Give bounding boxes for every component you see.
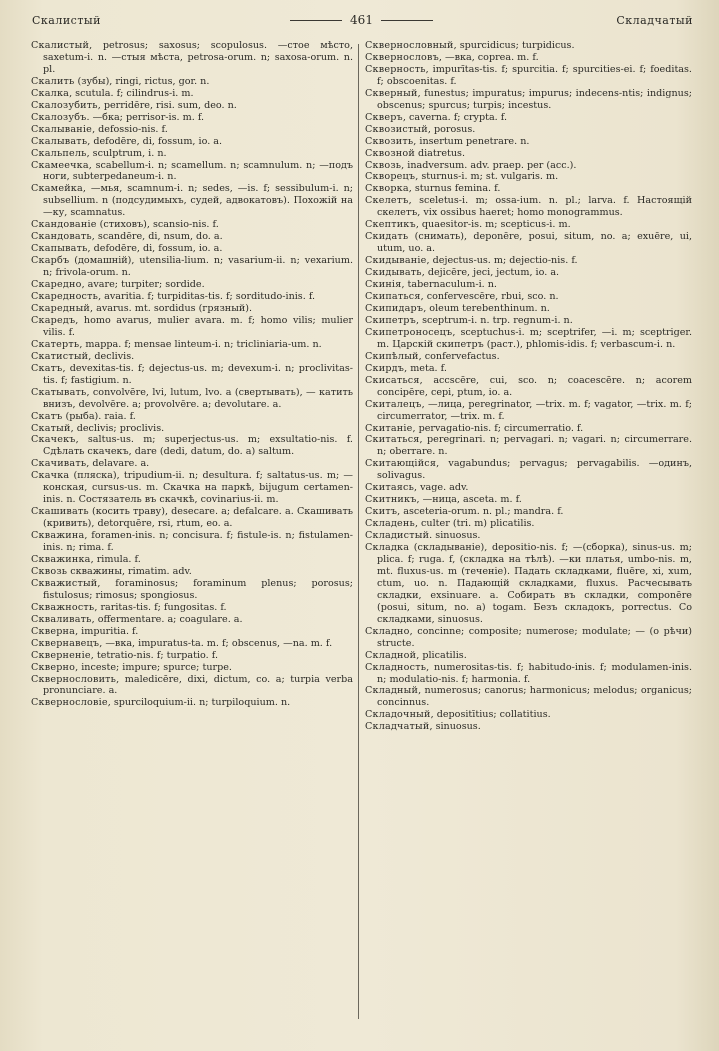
entry-headword: Скидываніе: [365, 255, 427, 267]
entry-definition: , foramen-inis. n; concisura. f; fistule-is. n; fistulamen-inis. n; rima. f.: [43, 530, 353, 554]
entry-headword: Скверъ: [365, 111, 403, 123]
dictionary-entry: [31, 243, 353, 255]
dictionary-entry: [31, 136, 353, 148]
entry-definition: скважины, rimatim. adv.: [67, 565, 192, 577]
dictionary-entry: [365, 267, 692, 279]
entry-headword: Скамеечка: [31, 159, 89, 171]
dictionary-entry: [31, 470, 353, 506]
dictionary-entry: [365, 40, 692, 52]
entry-definition: , vage. adv.: [414, 482, 469, 494]
column-divider: [358, 44, 359, 1019]
entry-definition: , scandēre, di, nsum, do. a.: [91, 231, 223, 243]
entry-definition: , insertum penetrare. n.: [413, 135, 530, 147]
entry-definition: , convolvēre, lvi, lutum, lvo. a (свертывать), — катить внизъ, devolvēre. a; provolvēre. a; devolutare. a.: [43, 386, 353, 410]
entry-definition: , oleum terebenthinum. n.: [423, 302, 550, 314]
right-column: [365, 40, 692, 733]
entry-headword: Скальпель: [31, 147, 87, 159]
dictionary-entry: [365, 530, 692, 542]
entry-headword: Скважистый: [31, 577, 98, 589]
entry-headword: Скипѣлый: [365, 350, 419, 362]
entry-headword: Скатерть: [31, 338, 80, 350]
dictionary-entry: [365, 171, 692, 183]
entry-definition: , numerosus; canorus; harmonicus; melodus; organicus; concinnus.: [377, 685, 692, 709]
entry-definition: , mappa. f; mensae linteum-i. n; tricliniaria-um. n.: [79, 338, 322, 350]
dictionary-entry: [31, 662, 353, 674]
dictionary-entry: [31, 614, 353, 626]
dictionary-entry: [31, 638, 353, 650]
entry-headword: Скатъ: [31, 410, 63, 422]
entry-definition: , raritas-tis. f; fungositas. f.: [94, 601, 227, 613]
entry-definition: diatretus.: [414, 147, 466, 159]
dictionary-entry: [365, 434, 692, 458]
entry-headword: Скептикъ: [365, 219, 416, 231]
entry-headword: Скачка: [31, 470, 70, 482]
entry-headword: Скалывать: [31, 135, 88, 147]
entry-definition: (домашній), utensilia-lium. n; vasarium-ii. n; vexarium. n; frivola-orum. n.: [43, 255, 353, 279]
dictionary-entry: [31, 650, 353, 662]
entry-definition: , perridēre, risi. sum, deo. n.: [97, 99, 237, 111]
entry-headword: Скидывать: [365, 267, 422, 279]
dictionary-entry: [31, 554, 353, 566]
page-number-block: [30, 13, 693, 27]
entry-headword: Скалка: [31, 87, 70, 99]
dictionary-entry: [31, 160, 353, 184]
entry-definition: , rimula. f.: [90, 553, 141, 565]
entry-headword: Скандованіе: [31, 219, 97, 231]
entry-headword: Скитаніе: [365, 422, 413, 434]
dictionary-entry: [31, 124, 353, 136]
entry-headword: Скидать: [365, 231, 409, 243]
entry-definition: , sceletus-i. m; ossa-ium. n. pl.; larva. f. Настоящій скелетъ, vix ossibus haeret; homo monogrammus.: [377, 195, 692, 219]
entry-headword: Сквернословить: [31, 673, 117, 685]
dictionary-entry: [31, 40, 353, 76]
dictionary-entry: [31, 363, 353, 387]
entry-definition: , petrosus; saxosus; scopulosus. —стое мѣсто, saxetum-i. n. —стыя мѣста, petrosa-orum. n; saxosa-orum. n. pl.: [43, 40, 353, 75]
entry-definition: , asceteria-orum. n. pl.; mandra. f.: [397, 506, 564, 518]
entry-headword: Скверна: [31, 625, 76, 637]
entry-definition: , culter (tri. m) plicatilis.: [414, 518, 535, 530]
dictionary-entry: [365, 399, 692, 423]
dictionary-entry: [31, 626, 353, 638]
entry-headword: Сквозить: [365, 135, 414, 147]
entry-headword: Скарбъ: [31, 255, 70, 267]
entry-headword: Сквозь: [31, 565, 68, 577]
entry-definition: , sturnus femina. f.: [408, 183, 501, 195]
dictionary-entry: [31, 674, 353, 698]
dictionary-entry: [365, 255, 692, 267]
entry-headword: Скипаться: [365, 291, 421, 303]
entry-headword: Скаредъ: [31, 314, 76, 326]
entry-headword: Скипетроносецъ: [365, 326, 453, 338]
entry-headword: Сквернословіе: [31, 697, 108, 709]
dictionary-entry: [31, 231, 353, 243]
entry-headword: Складный: [365, 685, 419, 697]
entry-definition: , avare; turpiter; sordide.: [81, 279, 205, 291]
dictionary-entry: [365, 112, 692, 124]
entry-headword: Сквернавецъ: [31, 637, 100, 649]
entry-definition: (пляска), tripudium-ii. n; desultura. f; saltatus-us. m; — конская, cursus-us. m. Скачка на паркѣ, bijugum certamen-inis. n. Состязатель въ скачкѣ, covinarius-ii. m.: [43, 470, 353, 506]
entry-headword: Сквернословный: [365, 40, 454, 51]
left-column: [31, 40, 353, 709]
dictionary-entry: [365, 423, 692, 435]
entry-definition: , peregrinari. n; pervagari. n; vagari. n; circumerrare. n; oberrare. n.: [377, 434, 692, 458]
dictionary-entry: [31, 387, 353, 411]
entry-definition: , defodēre, di, fossum, io. a.: [87, 243, 223, 255]
dictionary-entry: [31, 219, 353, 231]
entry-definition: , impuritia. f.: [75, 625, 139, 637]
entry-definition: . sinuosus.: [429, 530, 481, 542]
dictionary-entry: [365, 183, 692, 195]
entry-headword: Складочный: [365, 709, 431, 721]
header-rule-left: [290, 20, 342, 21]
entry-headword: Складистый: [365, 530, 430, 542]
entry-definition: , inceste; impure; spurce; turpe.: [75, 661, 232, 673]
entry-definition: , sculptrum, i. n.: [86, 147, 167, 159]
entry-headword: Скандовать: [31, 231, 92, 243]
dictionary-entry: [365, 303, 692, 315]
entry-definition: , quaesitor-is. m; scepticus-i. m.: [415, 219, 571, 231]
entry-headword: Сквозь: [365, 159, 402, 171]
dictionary-entry: [365, 351, 692, 363]
entry-definition: , devexitas-tis. f; dejectus-us. m; devexum-i. n; proclivitas-tis. f; fastigium. n.: [43, 362, 353, 386]
dictionary-entry: [365, 662, 692, 686]
entry-headword: Складка: [365, 542, 410, 554]
entry-definition: , spurciloquium-ii. n; turpiloquium. n.: [107, 697, 291, 709]
entry-definition: , saltus-us. m; superjectus-us. m; exsultatio-nis. f. Сдѣлать скачекъ, dare (dedi, datum, do. a) saltum.: [43, 434, 353, 458]
dictionary-entry: [365, 160, 692, 172]
entry-definition: (косить траву), desecare. a; defalcare. a. Скашивать (кривить), detorquēre, rsi, rtum, eo. a.: [43, 506, 353, 530]
dictionary-entry: [365, 88, 692, 112]
entry-definition: , —ница, asceta. m. f.: [416, 494, 522, 506]
entry-definition: , dejectus-us. m; dejectio-nis. f.: [426, 255, 578, 267]
dictionary-entry: [365, 494, 692, 506]
dictionary-entry: [365, 626, 692, 650]
entry-headword: Скверный: [365, 87, 418, 99]
entry-headword: Скатистый: [31, 350, 89, 362]
dictionary-entry: [31, 434, 353, 458]
entry-headword: Скалываніе: [31, 123, 93, 135]
entry-definition: , —мья, scamnum-i. n; sedes, —is. f; sessibulum-i. n; subsellium. n (подсудимыхъ, судей, адвокатовъ). Похожій на —ку, scamnatus.: [43, 183, 353, 219]
dictionary-entry: [365, 542, 692, 626]
dictionary-entry: [365, 231, 692, 255]
entry-headword: Скворка: [365, 183, 409, 195]
entry-headword: Скверненіе: [31, 649, 91, 661]
dictionary-entry: [31, 303, 353, 315]
dictionary-entry: [31, 566, 353, 578]
dictionary-entry: [365, 195, 692, 219]
dictionary-entry: [365, 219, 692, 231]
dictionary-entry: [31, 76, 353, 88]
entry-definition: , impurītas-tis. f; spurcitia. f; spurcities-ei. f; foeditas. f; obscoenitas. f.: [377, 63, 692, 87]
dictionary-entry: [365, 52, 692, 64]
dictionary-entry: [365, 327, 692, 351]
header-left-catchword: Скалистый: [32, 14, 102, 27]
dictionary-entry: [365, 650, 692, 662]
entry-headword: Складчатый: [365, 721, 430, 733]
dictionary-entry: [31, 100, 353, 112]
entry-headword: Складень: [365, 518, 415, 530]
entry-definition: , scabellum-i. n; scamellum. n; scamnulum. n; —подъ ноги, subterpedaneum-i. n.: [43, 159, 353, 183]
entry-definition: , accscēre, cui, sco. n; coacescēre. n; acorem concipēre, cepi, ptum, io. a.: [377, 374, 692, 398]
entry-headword: Скаредный: [31, 302, 91, 314]
dictionary-entry: [365, 721, 692, 733]
entry-definition: , scutula. f; cilindrus-i. m.: [69, 87, 194, 99]
dictionary-entry: [365, 363, 692, 375]
entry-definition: , caverna. f; crypta. f.: [402, 111, 508, 123]
dictionary-entry: [365, 124, 692, 136]
entry-definition: , pervagatio-nis. f; circumerratio. f.: [412, 422, 584, 434]
entry-definition: , sinuosus.: [429, 721, 481, 733]
entry-headword: Скитающійся: [365, 458, 437, 470]
entry-definition: , —вка, coprea. m. f.: [438, 51, 539, 63]
entry-definition: , inadversum. adv. praep. per (acc.).: [401, 159, 577, 171]
entry-definition: , defossio-nis. f.: [92, 123, 168, 135]
entry-definition: , avarus. mt. sordidus (грязный).: [90, 302, 253, 314]
dictionary-entry: [365, 458, 692, 482]
page-number: 461: [350, 13, 373, 27]
entry-headword: Скворецъ: [365, 171, 416, 183]
dictionary-entry: [31, 458, 353, 470]
entry-definition: , declivis.: [88, 350, 135, 362]
dictionary-entry: [31, 506, 353, 530]
entry-headword: Скисаться: [365, 374, 420, 386]
entry-definition: (зубы), ringi, rictus, gor. n.: [74, 75, 210, 87]
entry-headword: Сквернословъ: [365, 51, 439, 63]
entry-definition: , numerositas-tis. f; habitudo-inis. f; modulamen-inis. n; modulatio-nis. f; harmonia. f.: [377, 661, 692, 685]
dictionary-entry: [31, 578, 353, 602]
dictionary-entry: [365, 375, 692, 399]
entry-headword: Скалозубить: [31, 99, 98, 111]
entry-definition: , spurcidicus; turpidicus.: [453, 40, 575, 51]
entry-definition: , porosus.: [427, 123, 476, 135]
dictionary-entry: [365, 136, 692, 148]
entry-headword: Скважность: [31, 601, 95, 613]
dictionary-entry: [365, 291, 692, 303]
entry-headword: Скитникъ: [365, 494, 417, 506]
entry-definition: . —бка; perrisor-is. m. f.: [86, 111, 205, 123]
entry-definition: , confervefactus.: [418, 350, 500, 362]
entry-headword: Скипидаръ: [365, 302, 424, 314]
dictionary-entry: [365, 64, 692, 88]
entry-headword: Скашивать: [31, 506, 89, 518]
entry-headword: Скитаться: [365, 434, 420, 446]
dictionary-entry: [365, 148, 692, 160]
dictionary-entry: [31, 255, 353, 279]
entry-headword: Скалозубъ: [31, 111, 87, 123]
entry-definition: , funestus; impuratus; impurus; indecens-ntis; indignus; obscenus; spurcus; turpis; incestus.: [377, 87, 692, 111]
dictionary-entry: [31, 697, 353, 709]
entry-headword: Скирдъ: [365, 362, 405, 374]
entry-headword: Скитъ: [365, 506, 398, 518]
entry-headword: Скелетъ: [365, 195, 409, 207]
dictionary-entry: [31, 530, 353, 554]
entry-headword: Скаредность: [31, 291, 99, 303]
entry-headword: Сквозистый: [365, 123, 428, 135]
entry-definition: , tetratio-nis. f; turpatio. f.: [90, 649, 218, 661]
entry-definition: , depositītius; collatitius.: [430, 709, 551, 721]
dictionary-entry: [31, 602, 353, 614]
entry-headword: Скверно: [31, 661, 76, 673]
entry-definition: , vagabundus; pervagus; pervagabilis. —одинъ, solivagus.: [377, 458, 692, 482]
entry-definition: (рыба). raia. f.: [62, 410, 136, 422]
entry-headword: Скинія: [365, 279, 402, 291]
entry-headword: Скитаясь: [365, 482, 415, 494]
entry-definition: , sceptuchus-i. m; sceptrifer, —i. m; sceptriger. m. Царскій скипетръ (раст.), phlomis-idis. f; verbascum-i. n.: [377, 326, 692, 350]
dictionary-entry: [31, 112, 353, 124]
entry-headword: Скатъ: [31, 362, 63, 374]
entry-definition: , tabernaculum-i. n.: [401, 279, 497, 291]
dictionary-entry: [31, 88, 353, 100]
entry-headword: Сквозной: [365, 147, 415, 159]
entry-headword: Складность: [365, 661, 427, 673]
dictionary-entry: [365, 506, 692, 518]
entry-definition: , defodēre, di, fossum, io. a.: [87, 135, 223, 147]
dictionary-entry: [365, 518, 692, 530]
dictionary-entry: [365, 685, 692, 709]
entry-definition: (стиховъ), scansio-nis. f.: [96, 219, 219, 231]
entry-definition: , concinne; composite; numerose; modulate; — (о рѣчи) structe.: [377, 625, 692, 649]
entry-definition: , sceptrum-i. n. trp. regnum-i. n.: [415, 314, 573, 326]
page-header: [30, 14, 693, 32]
dictionary-entry: [31, 423, 353, 435]
entry-definition: (складываніе), depositio-nis. f; —(сборка), sinus-us. m; plica. f; ruga. f, (складка на тѣлѣ). —ки платья, umbo-nis. m, mt. fluxus-us. m (теченіе). Падать складками, fluēre, xi, xum, ctum, uo. n. Падающій складками, fluxus. Расчесывать складки, exsinuare. a. Собирать въ складки, componēre (posui, situm, no. a) togam. Безъ складокъ, porrectus. Со складками, sinuosus.: [377, 542, 692, 625]
entry-headword: Скапывать: [31, 243, 88, 255]
dictionary-entry: [365, 279, 692, 291]
entry-definition: , confervescēre, rbui, sco. n.: [420, 291, 559, 303]
entry-headword: Складной: [365, 649, 417, 661]
dictionary-entry: [365, 709, 692, 721]
entry-definition: , offermentare. a; coagulare. a.: [91, 613, 243, 625]
entry-headword: Скважина: [31, 530, 85, 542]
entry-definition: , dejicēre, jeci, jectum, io. a.: [421, 267, 560, 279]
entry-headword: Скалистый: [31, 40, 90, 51]
header-rule-right: [381, 20, 433, 21]
header-right-catchword: Складчатый: [616, 14, 693, 27]
entry-headword: Складно: [365, 625, 410, 637]
entry-headword: Скиталецъ: [365, 398, 422, 410]
entry-definition: , foraminosus; foraminum plenus; porosus; fistulosus; rimosus; spongiosus.: [43, 577, 353, 601]
entry-headword: Скваливать: [31, 613, 92, 625]
entry-headword: Скаредно: [31, 279, 82, 291]
entry-definition: , sturnus-i. m; st. vulgaris. m.: [415, 171, 559, 183]
entry-definition: , homo avarus, mulier avara. m. f; homo vilis; mulier vilis. f.: [43, 314, 353, 338]
entry-definition: , —вка, impuratus-ta. m. f; obscenus, —na. m. f.: [99, 637, 333, 649]
dictionary-entry: [31, 339, 353, 351]
entry-headword: Скачекъ: [31, 434, 76, 446]
dictionary-entry: [31, 351, 353, 363]
dictionary-entry: [31, 315, 353, 339]
entry-headword: Скатывать: [31, 386, 87, 398]
dictionary-entry: [31, 291, 353, 303]
entry-headword: Скалить: [31, 75, 75, 87]
dictionary-entry: [365, 482, 692, 494]
entry-definition: , declivis; proclivis.: [70, 422, 165, 434]
entry-definition: , plicatilis.: [416, 649, 467, 661]
entry-definition: (снимать), deponēre, posui, situm, no. a; exuēre, ui, utum, uo. a.: [377, 231, 692, 255]
entry-definition: , —лица, peregrinator, —trix. m. f; vagator, —trix. m. f; circumerrator, —trix. m. f.: [377, 398, 692, 422]
dictionary-entry: [31, 411, 353, 423]
entry-definition: , meta. f.: [404, 362, 447, 374]
dictionary-entry: [31, 183, 353, 219]
entry-headword: Скамейка: [31, 183, 83, 195]
dictionary-entry: [31, 148, 353, 160]
dictionary-entry: [365, 315, 692, 327]
entry-definition: , avaritia. f; turpiditas-tis. f; sorditudo-inis. f.: [98, 291, 316, 303]
entry-definition: , maledicēre, dixi, dictum, co. a; turpia verba pronunciare. a.: [43, 673, 353, 697]
entry-headword: Скипетръ: [365, 314, 416, 326]
dictionary-entry: [31, 279, 353, 291]
entry-headword: Скачивать: [31, 458, 87, 470]
entry-headword: Скверность: [365, 63, 426, 75]
entry-headword: Скважинка: [31, 553, 91, 565]
entry-definition: , delavare. a.: [86, 458, 150, 470]
entry-headword: Скатый: [31, 422, 71, 434]
